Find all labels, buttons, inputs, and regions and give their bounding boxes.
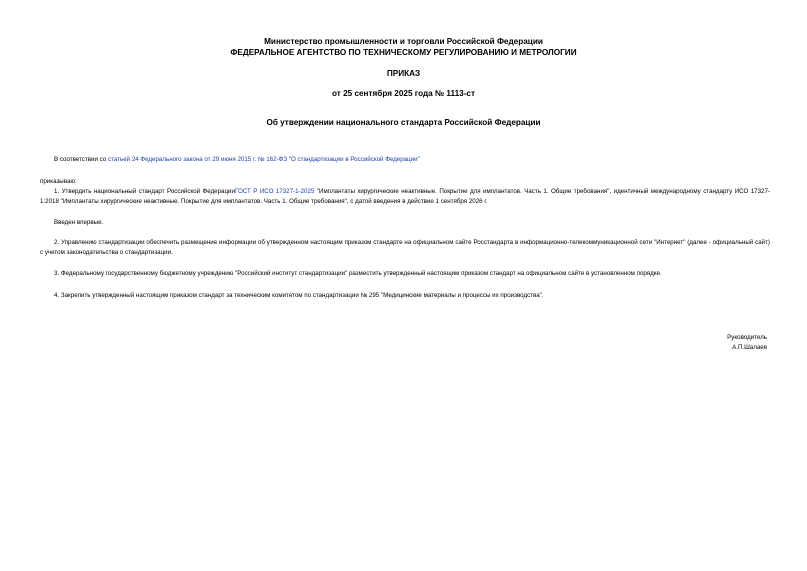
item-1-paragraph (40, 187, 770, 206)
item-1-prefix: 1. Утвердить национальный стандарт Российской Федерации (54, 188, 235, 195)
signature-name: А.П.Шалаев (732, 344, 767, 351)
law-link[interactable]: статьей 24 Федерального закона от 29 июня 2015 г. № 162-ФЗ "О стандартизации в Российской Федерации" (107, 156, 420, 163)
standard-link[interactable]: ГОСТ Р ИСО 17327-1-2025 (234, 188, 315, 195)
item-4-paragraph: 4. Закрепить утвержденный настоящим приказом стандарт за техническим комитетом по стандартизации № 295 "Медицинские материалы и процессы их производства". (54, 292, 544, 299)
document-title: Об утверждении национального стандарта Российской Федерации (266, 118, 541, 127)
item-1-suffix: "Имплантаты хирургические неактивные. Покрытие для имплантатов. Часть 1. Общие требования", идентичный международному стандарту ИСО 17327-1:2018 "Имплантаты хирургические неактивные. Покрытие для имплантатов. Часть 1. Общие требования", с датой введения в действие 1 сентября 2026 г. (40, 188, 771, 205)
item-3-paragraph: 3. Федеральному государственному бюджетному учреждению "Российский институт стандартизации" разместить утвержденный настоящим приказом стандарт на официальном сайте в установленном порядке. (54, 270, 662, 277)
preamble-prefix: В соответствии со (54, 156, 108, 163)
doc-date-number: от 25 сентября 2025 года № 1113-ст (331, 89, 475, 98)
ministry-heading: Министерство промышленности и торговли Российской Федерации (264, 37, 543, 46)
introduced-note: Введен впервые. (54, 219, 104, 226)
doc-type-heading: ПРИКАЗ (386, 69, 421, 78)
preamble-paragraph (40, 155, 770, 165)
signature-position: Руководитель (727, 334, 767, 341)
agency-heading: ФЕДЕРАЛЬНОЕ АГЕНТСТВО ПО ТЕХНИЧЕСКОМУ РЕГУЛИРОВАНИЮ И МЕТРОЛОГИИ (230, 48, 577, 57)
item-2-paragraph: 2. Управлению стандартизации обеспечить размещение информации об утвержденном настоящим приказом стандарте на официальном сайте Росстандарта в информационно-телекоммуникационной сети "Интернет" (далее - официальный сайт) с учетом законодательства о стандартизации. (40, 239, 770, 256)
order-word: приказываю: (40, 178, 77, 185)
